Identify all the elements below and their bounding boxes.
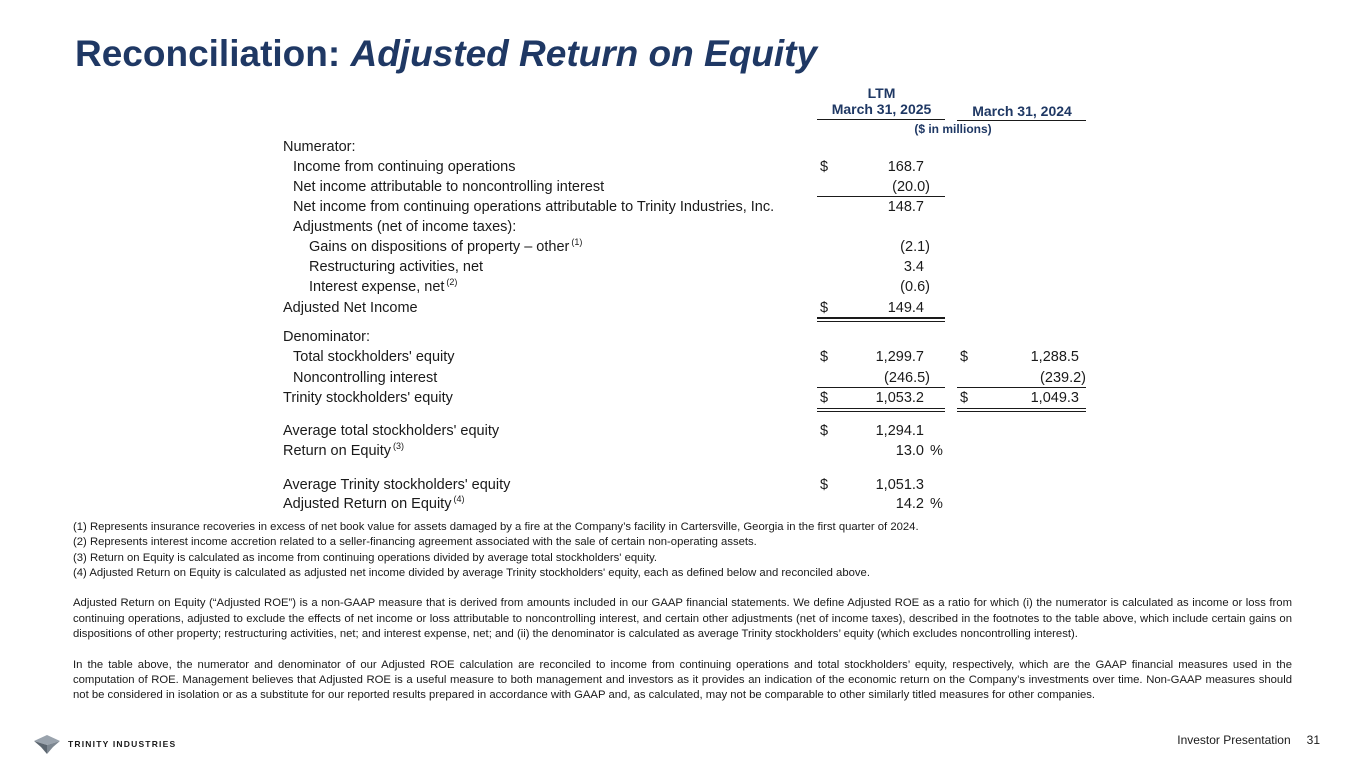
row-label: Net income from continuing operations attributable to Trinity Industries, Inc.	[293, 199, 775, 215]
table-row	[0, 494, 1365, 514]
company-name: TRINITY INDUSTRIES	[68, 739, 177, 749]
row-label: Adjusted Return on Equity	[283, 496, 452, 512]
footer-label: Investor Presentation	[1177, 733, 1291, 747]
value-2025: 148.7	[887, 199, 924, 215]
dollar-sign: $	[820, 423, 829, 439]
row-label-wrap	[309, 277, 457, 297]
table-row	[0, 177, 1365, 197]
value-2025: 168.7	[887, 159, 924, 175]
row-label: Return on Equity	[283, 443, 392, 459]
dollar-sign: $	[820, 390, 829, 406]
dollar-sign: $	[960, 390, 969, 406]
value-2025: 14.2	[895, 496, 924, 512]
header-col1-underline	[817, 119, 945, 120]
total-double-underline	[817, 318, 945, 322]
header-ltm: LTM	[867, 85, 896, 101]
header-col2-underline	[957, 120, 1086, 121]
footnote: (1) Represents insurance recoveries in excess of net book value for assets damaged by a fire at the Company’s facility in Cartersville, Georgia in the first quarter of 2024.	[73, 521, 919, 533]
company-logo	[32, 733, 176, 755]
row-label: Average Trinity stockholders' equity	[283, 477, 511, 493]
value-2025: 149.4	[887, 300, 924, 316]
value-2025: 13.0	[895, 443, 924, 459]
row-label-wrap	[283, 441, 404, 461]
row-label: Numerator:	[283, 139, 356, 155]
notes-section	[73, 520, 1292, 704]
value-2024: 1,288.5	[1030, 349, 1079, 365]
value-2025: (2.1)	[900, 239, 930, 255]
explanation-paragraph: In the table above, the numerator and denominator of our Adjusted ROE calculation are reconciled to income from continuing operations and total stockholders’ equity, respectively, which are the GAAP financial measures used in the computation of ROE. Management believes that Adjusted ROE is a useful measure to both management and investors as it provides an indication of the economic return on the Company’s investments over time. Non-GAAP measures should not be considered in isolation or as a substitute for our reported results prepared in accordance with GAAP and, as calculated, may not be comparable to other similarly titled measures for other companies.	[73, 658, 1292, 702]
footnote: (2) Represents interest income accretion related to a seller-financing agreement associated with the sale of certain non-operating assets.	[73, 536, 757, 549]
table-row	[0, 257, 1365, 277]
value-2025: 1,294.1	[875, 423, 924, 439]
dollar-sign: $	[820, 159, 829, 175]
table-row	[0, 217, 1365, 237]
footnote-ref: (4)	[453, 494, 465, 504]
table-row	[0, 441, 1365, 461]
value-2025: (0.6)	[900, 279, 930, 295]
table-row	[0, 157, 1365, 177]
row-label-wrap	[309, 237, 582, 257]
header-col2: March 31, 2024	[972, 103, 1072, 119]
trinity-logo-icon	[32, 733, 62, 755]
table-row	[0, 237, 1365, 257]
header-col1: March 31, 2025	[831, 101, 932, 117]
row-label: Restructuring activities, net	[309, 259, 484, 275]
row-label: Adjusted Net Income	[283, 300, 418, 316]
value-2025: (246.5)	[884, 370, 930, 386]
row-label: Net income attributable to noncontrolling interest	[293, 179, 605, 195]
dollar-sign: $	[820, 300, 829, 316]
table-row	[0, 277, 1365, 297]
row-label: Noncontrolling interest	[293, 370, 438, 386]
footnote: (4) Adjusted Return on Equity is calculated as adjusted net income divided by average Trinity stockholders' equity, each as defined below and reconciled above.	[73, 566, 870, 579]
row-label-wrap	[283, 494, 464, 514]
table-row	[0, 475, 1365, 495]
value-2025: 3.4	[903, 259, 924, 275]
dollar-sign: $	[820, 349, 829, 365]
percent-sign: %	[930, 443, 943, 459]
total-double-underline	[817, 408, 945, 412]
table-row	[0, 327, 1365, 347]
table-row	[0, 197, 1365, 217]
total-double-underline	[957, 408, 1086, 412]
value-2025: 1,299.7	[875, 349, 924, 365]
table-row	[0, 347, 1365, 367]
footer	[1177, 733, 1320, 747]
page-number: 31	[1306, 733, 1320, 747]
row-label: Denominator:	[283, 329, 371, 345]
value-2024: (239.2)	[1040, 370, 1086, 386]
footnote: (3) Return on Equity is calculated as income from continuing operations divided by average total stockholders' equity.	[73, 551, 658, 564]
page-title: Reconciliation: Adjusted Return on Equity	[75, 33, 818, 74]
row-label: Total stockholders' equity	[293, 349, 455, 365]
row-label: Average total stockholders' equity	[283, 423, 500, 439]
table-row	[0, 368, 1365, 388]
value-2025: 1,051.3	[875, 477, 924, 493]
row-label: Trinity stockholders' equity	[283, 390, 453, 406]
table-row	[0, 421, 1365, 441]
value-2024: 1,049.3	[1030, 390, 1079, 406]
footnote-ref: (3)	[393, 441, 405, 451]
row-label: Interest expense, net	[309, 279, 445, 295]
row-label: Gains on dispositions of property – other	[309, 239, 570, 255]
percent-sign: %	[930, 496, 943, 512]
value-2025: 1,053.2	[875, 390, 924, 406]
dollar-sign: $	[820, 477, 829, 493]
footnote-ref: (2)	[446, 277, 458, 287]
row-label: Adjustments (net of income taxes):	[293, 219, 517, 235]
value-2025: (20.0)	[892, 179, 930, 195]
row-label: Income from continuing operations	[293, 159, 516, 175]
table-row	[0, 298, 1365, 318]
definition-paragraph: Adjusted Return on Equity (“Adjusted ROE”) is a non-GAAP measure that is derived from amounts included in our GAAP financial statements. We define Adjusted ROE as a ratio for which (i) the numerator is calculated as income or loss from continuing operations, adjusted to exclude the effects of net income or loss attributable to noncontrolling interest, and certain other adjustments (net of income taxes), described in the footnotes to the table above, which include certain gains on dispositions of other property; restructuring activities, net; and interest expense, net; and (ii) the denominator is calculated as average Trinity stockholders’ equity (which excludes noncontrolling interest).	[73, 597, 1292, 641]
footnote-ref: (1)	[571, 237, 583, 247]
table-row	[0, 137, 1365, 157]
header-units: ($ in millions)	[914, 122, 992, 136]
table-row	[0, 388, 1365, 408]
dollar-sign: $	[960, 349, 969, 365]
